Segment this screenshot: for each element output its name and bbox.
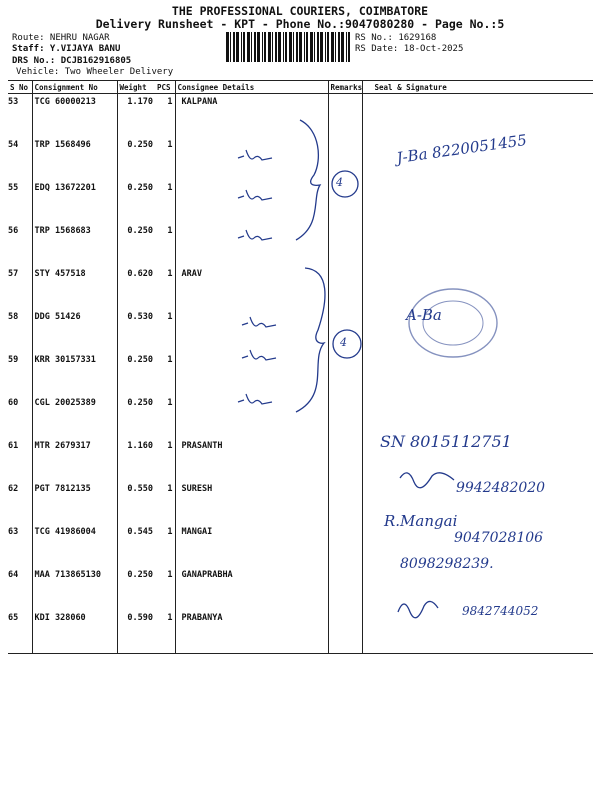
row-sno: 58: [8, 312, 19, 322]
row-weight: 0.550: [117, 481, 155, 524]
rs-no-label: RS No.: 1629168: [355, 33, 437, 43]
row-consignment-no: KRR 30157331: [32, 352, 117, 395]
barcode-bar: [338, 32, 340, 62]
row-sno: 65: [8, 610, 32, 654]
barcode-bar: [262, 32, 263, 62]
col-pcs: PCS: [155, 81, 175, 94]
signature-61: SN 8015112751: [380, 432, 512, 451]
signature-65: 9842744052: [462, 604, 539, 618]
barcode-bar: [285, 32, 287, 62]
col-sno: S No: [8, 81, 32, 94]
row-sno: 60: [8, 398, 19, 408]
row-consignee: MANGAI: [175, 524, 328, 567]
rs-date-label: RS Date: 18-Oct-2025: [355, 44, 464, 54]
row-consignee: [175, 309, 328, 352]
row-consignee: ARAV: [175, 266, 328, 309]
row-remarks: [328, 352, 362, 395]
row-signature: [362, 352, 593, 395]
barcode-bar: [243, 32, 245, 62]
row-pcs: 1: [167, 183, 173, 193]
count-group1: 4: [336, 176, 343, 189]
barcode-bar: [296, 32, 298, 62]
signature-63-phone: 9047028106: [454, 530, 544, 546]
row-consignee: PRASANTH: [175, 438, 328, 481]
row-remarks: [328, 610, 362, 654]
signature-64: 8098298239.: [400, 556, 494, 572]
row-pcs: 1: [167, 570, 173, 580]
row-signature: [362, 223, 593, 266]
row-consignee: [175, 352, 328, 395]
barcode-bar: [226, 32, 229, 62]
col-seal-signature: Seal & Signature: [362, 81, 593, 94]
row-weight: 1.160: [117, 438, 155, 481]
row-weight: 0.250: [117, 223, 155, 266]
row-consignment-no: CGL 20025389: [32, 395, 117, 438]
barcode-bar: [310, 32, 313, 62]
barcode-bar: [335, 32, 336, 62]
row-consignee: [175, 395, 328, 438]
row-consignment-no: TRP 1568496: [32, 137, 117, 180]
row-remarks: [328, 137, 362, 180]
row-sno: 56: [8, 226, 19, 236]
row-remarks: [328, 223, 362, 266]
barcode-bar: [257, 32, 260, 62]
runsheet-subtitle: Delivery Runsheet - KPT - Phone No.:9047080280 - Page No.:5: [95, 17, 505, 31]
table-row: [8, 352, 593, 395]
barcode-bar: [278, 32, 281, 62]
row-consignment-no: KDI 328060: [32, 610, 117, 654]
table-header-row: [8, 81, 593, 94]
table-row: [8, 223, 593, 266]
barcode-bar: [236, 32, 239, 62]
barcode-bar: [254, 32, 256, 62]
runsheet-table: [8, 80, 593, 654]
company-title: THE PROFESSIONAL COURIERS, COIMBATORE: [171, 4, 429, 18]
row-consignment-no: MTR 2679317: [32, 438, 117, 481]
table-row: [8, 94, 593, 138]
row-pcs: 1: [167, 355, 173, 365]
barcode-bar: [289, 32, 292, 62]
row-weight: 0.250: [117, 180, 155, 223]
row-sno: 63: [8, 527, 19, 537]
row-consignee: SURESH: [175, 481, 328, 524]
row-consignee: [175, 223, 328, 266]
barcode-bar: [251, 32, 252, 62]
row-consignment-no: MAA 713865130: [32, 567, 117, 610]
row-consignment-no: TCG 41986004: [32, 524, 117, 567]
row-consignee: GANAPRABHA: [175, 567, 328, 610]
row-sno: 55: [8, 183, 19, 193]
col-consignment: Consignment No: [32, 81, 117, 94]
barcode-bar: [348, 32, 350, 62]
row-remarks: [328, 481, 362, 524]
barcode-bar: [241, 32, 242, 62]
barcode-bar: [317, 32, 319, 62]
row-consignee: KALPANA: [175, 94, 328, 138]
table-row: [8, 180, 593, 223]
row-remarks: [328, 438, 362, 481]
row-consignee: [175, 137, 328, 180]
row-pcs: 1: [167, 312, 173, 322]
barcode-bar: [331, 32, 334, 62]
row-pcs: 1: [167, 269, 173, 279]
row-sno: 54: [8, 140, 19, 150]
barcode-bar: [314, 32, 315, 62]
col-weight: Weight: [117, 81, 155, 94]
barcode-bar: [293, 32, 294, 62]
barcode-bar: [275, 32, 277, 62]
signature-58: A-Ba: [406, 306, 442, 324]
row-weight: 0.250: [117, 352, 155, 395]
row-weight: 0.250: [117, 567, 155, 610]
barcode-bar: [264, 32, 266, 62]
row-sno: 64: [8, 570, 19, 580]
barcode-bar: [272, 32, 273, 62]
barcode-bar: [283, 32, 284, 62]
barcode: [226, 32, 352, 62]
row-sno: 62: [8, 484, 19, 494]
row-consignee: [175, 180, 328, 223]
row-remarks: [328, 94, 362, 138]
row-weight: 0.250: [117, 137, 155, 180]
barcode-bar: [325, 32, 326, 62]
row-pcs: 1: [167, 441, 173, 451]
row-weight: 1.170: [117, 94, 155, 138]
row-sno: 59: [8, 355, 19, 365]
row-signature: [362, 309, 593, 352]
row-sno: 53: [8, 97, 19, 107]
barcode-bar: [346, 32, 347, 62]
row-signature: [362, 266, 593, 309]
row-consignee: PRABANYA: [175, 610, 328, 654]
barcode-bar: [306, 32, 308, 62]
staff-label: Staff: Y.VIJAYA BANU: [12, 44, 121, 54]
row-consignment-no: TCG 60000213: [32, 94, 117, 138]
table-row: [8, 309, 593, 352]
row-pcs: 1: [155, 610, 175, 654]
row-pcs: 1: [167, 226, 173, 236]
vehicle-label: Vehicle: Two Wheeler Delivery: [16, 67, 174, 77]
barcode-bar: [233, 32, 235, 62]
row-weight: 0.250: [117, 395, 155, 438]
row-pcs: 1: [167, 97, 173, 107]
row-pcs: 1: [167, 484, 173, 494]
row-consignment-no: EDQ 13672201: [32, 180, 117, 223]
barcode-bar: [304, 32, 305, 62]
row-pcs: 1: [167, 140, 173, 150]
signature-54: J-Ba 8220051455: [395, 130, 528, 168]
barcode-bar: [341, 32, 344, 62]
row-consignment-no: TRP 1568683: [32, 223, 117, 266]
row-weight: 0.545: [117, 524, 155, 567]
row-sno: 57: [8, 269, 19, 279]
row-weight: 0.530: [117, 309, 155, 352]
row-remarks: [328, 567, 362, 610]
barcode-bar: [268, 32, 271, 62]
row-remarks: [328, 395, 362, 438]
row-weight: 0.620: [117, 266, 155, 309]
barcode-bar: [247, 32, 250, 62]
row-remarks: [328, 266, 362, 309]
barcode-bar: [230, 32, 231, 62]
row-remarks: [328, 524, 362, 567]
row-consignment-no: DDG 51426: [32, 309, 117, 352]
route-label: Route: NEHRU NAGAR: [12, 33, 110, 43]
row-remarks: [328, 180, 362, 223]
signature-63-name: R.Mangai: [384, 512, 458, 530]
row-signature: [362, 94, 593, 138]
row-pcs: 1: [167, 398, 173, 408]
row-pcs: 1: [167, 527, 173, 537]
barcode-bar: [327, 32, 329, 62]
barcode-bar: [320, 32, 323, 62]
signature-62: 9942482020: [456, 480, 546, 496]
col-remarks: Remarks: [328, 81, 362, 94]
barcode-bar: [299, 32, 302, 62]
table-row: [8, 266, 593, 309]
row-sno: 61: [8, 441, 19, 451]
count-group2: 4: [340, 336, 347, 349]
row-weight: 0.590: [117, 610, 155, 654]
drs-label: DRS No.: DCJB162916805: [12, 56, 132, 66]
col-consignee: Consignee Details: [175, 81, 328, 94]
row-consignment-no: STY 457518: [32, 266, 117, 309]
row-consignment-no: PGT 7812135: [32, 481, 117, 524]
row-signature: [362, 180, 593, 223]
